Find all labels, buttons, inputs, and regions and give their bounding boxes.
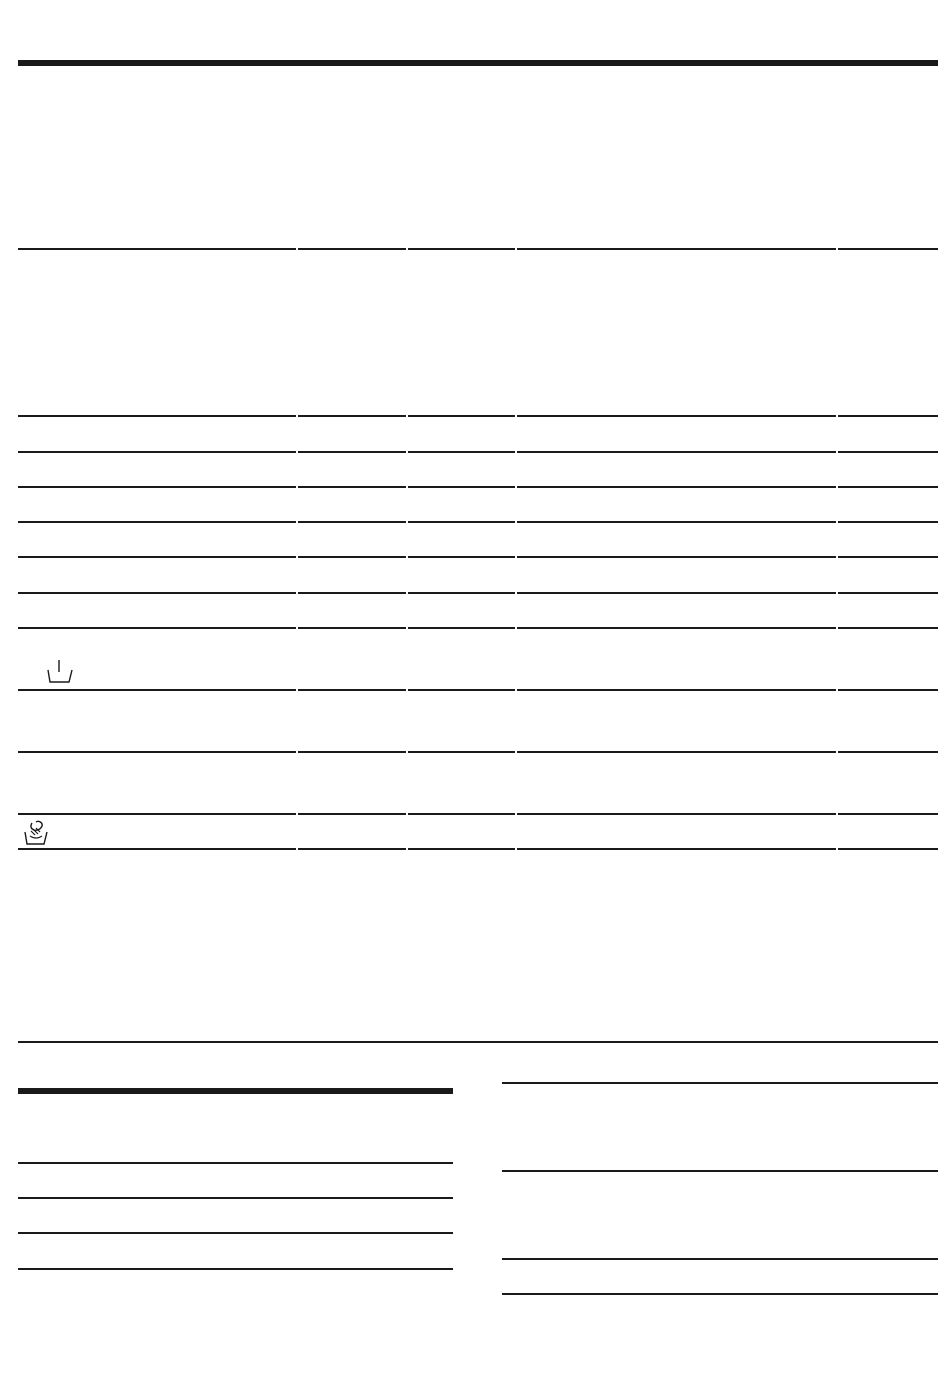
column-gap	[296, 240, 298, 860]
column-gap	[836, 240, 838, 860]
table-row-rule	[18, 592, 938, 594]
table-row-rule	[18, 627, 938, 629]
table-row-rule	[18, 556, 938, 558]
table-row-rule	[18, 751, 938, 753]
table-row-rule	[18, 848, 938, 850]
table-row-rule	[18, 415, 938, 417]
table-row-rule	[502, 1293, 938, 1295]
table-row-rule	[18, 689, 938, 691]
table-row-rule	[18, 813, 938, 815]
column-gap	[406, 240, 408, 860]
hand-wash-icon	[22, 817, 50, 847]
table-row-rule	[18, 486, 938, 488]
column-gap	[515, 240, 517, 860]
table-row-rule	[18, 1232, 453, 1234]
table-row-rule	[18, 1041, 938, 1043]
table-row-rule	[18, 451, 938, 453]
table-row-rule	[502, 1170, 938, 1172]
table-row-rule	[18, 521, 938, 523]
top-heading-rule	[18, 60, 938, 66]
table-row-rule	[18, 1197, 453, 1199]
lower-left-heading-rule	[18, 1088, 453, 1094]
wash-tub-icon	[44, 658, 76, 686]
table-row-rule	[502, 1258, 938, 1260]
table-row-rule	[18, 1162, 453, 1164]
table-row-rule	[502, 1082, 938, 1084]
table-row-rule	[18, 248, 938, 250]
table-row-rule	[18, 1268, 453, 1270]
